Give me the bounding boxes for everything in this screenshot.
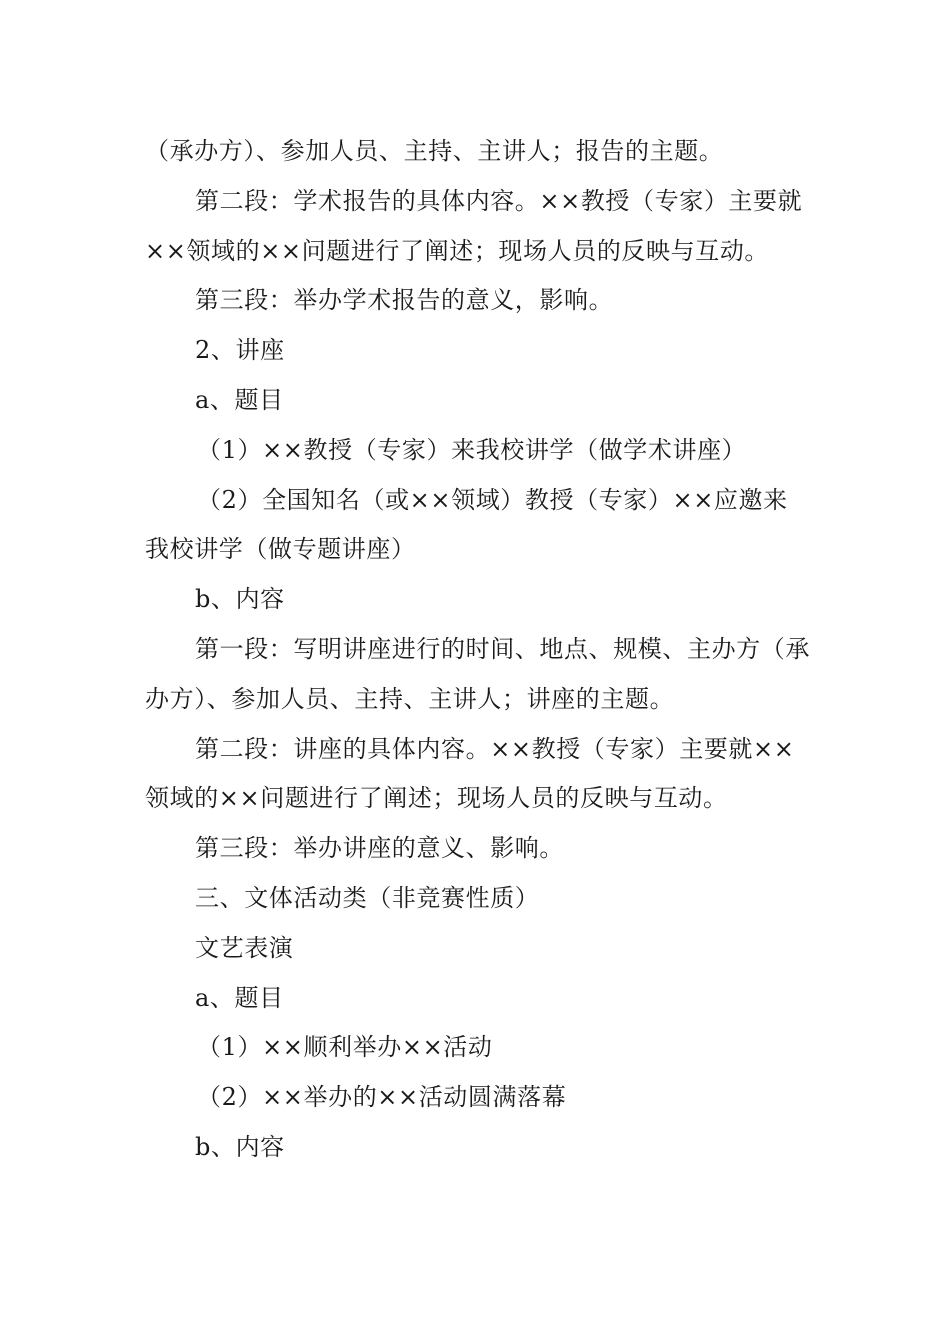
paragraph-lecture-three: 第三段：举办讲座的意义、影响。 xyxy=(195,834,564,863)
subheading-performance: 文艺表演 xyxy=(195,933,294,962)
paragraph-continuation: （承办方）、参加人员、主持、主讲人；报告的主题。 xyxy=(145,137,724,165)
list-item-activity-2: （2）××举办的××活动圆满落幕 xyxy=(197,1083,567,1112)
paragraph-lecture-one: 第一段：写明讲座进行的时间、地点、规模、主办方（承办方）、参加人员、主持、主讲人；讲座的主题。 xyxy=(145,634,810,713)
subheading-content: b、内容 xyxy=(195,585,285,614)
heading-lecture: 2、讲座 xyxy=(195,336,285,365)
document-body xyxy=(145,127,810,1173)
list-item-title-2: （2）全国知名（或××领域）教授（专家）××应邀来我校讲学（做专题讲座） xyxy=(145,485,788,564)
list-item-activity-1: （1）××顺利举办××活动 xyxy=(197,1033,493,1062)
subheading-title: a、题目 xyxy=(195,385,284,414)
subheading-title-2: a、题目 xyxy=(195,983,284,1012)
paragraph-section-two: 第二段：学术报告的具体内容。××教授（专家）主要就××领域的××问题进行了阐述；现场人员的反映与互动。 xyxy=(145,186,803,265)
list-item-title-1: （1）××教授（专家）来我校讲学（做学术讲座） xyxy=(197,435,747,464)
paragraph-lecture-two: 第二段：讲座的具体内容。××教授（专家）主要就××领域的××问题进行了阐述；现场人员的反映与互动。 xyxy=(145,734,795,813)
heading-culture-sports: 三、文体活动类（非竞赛性质） xyxy=(195,883,540,912)
subheading-content-2: b、内容 xyxy=(195,1132,285,1161)
paragraph-section-three: 第三段：举办学术报告的意义，影响。 xyxy=(195,286,614,315)
